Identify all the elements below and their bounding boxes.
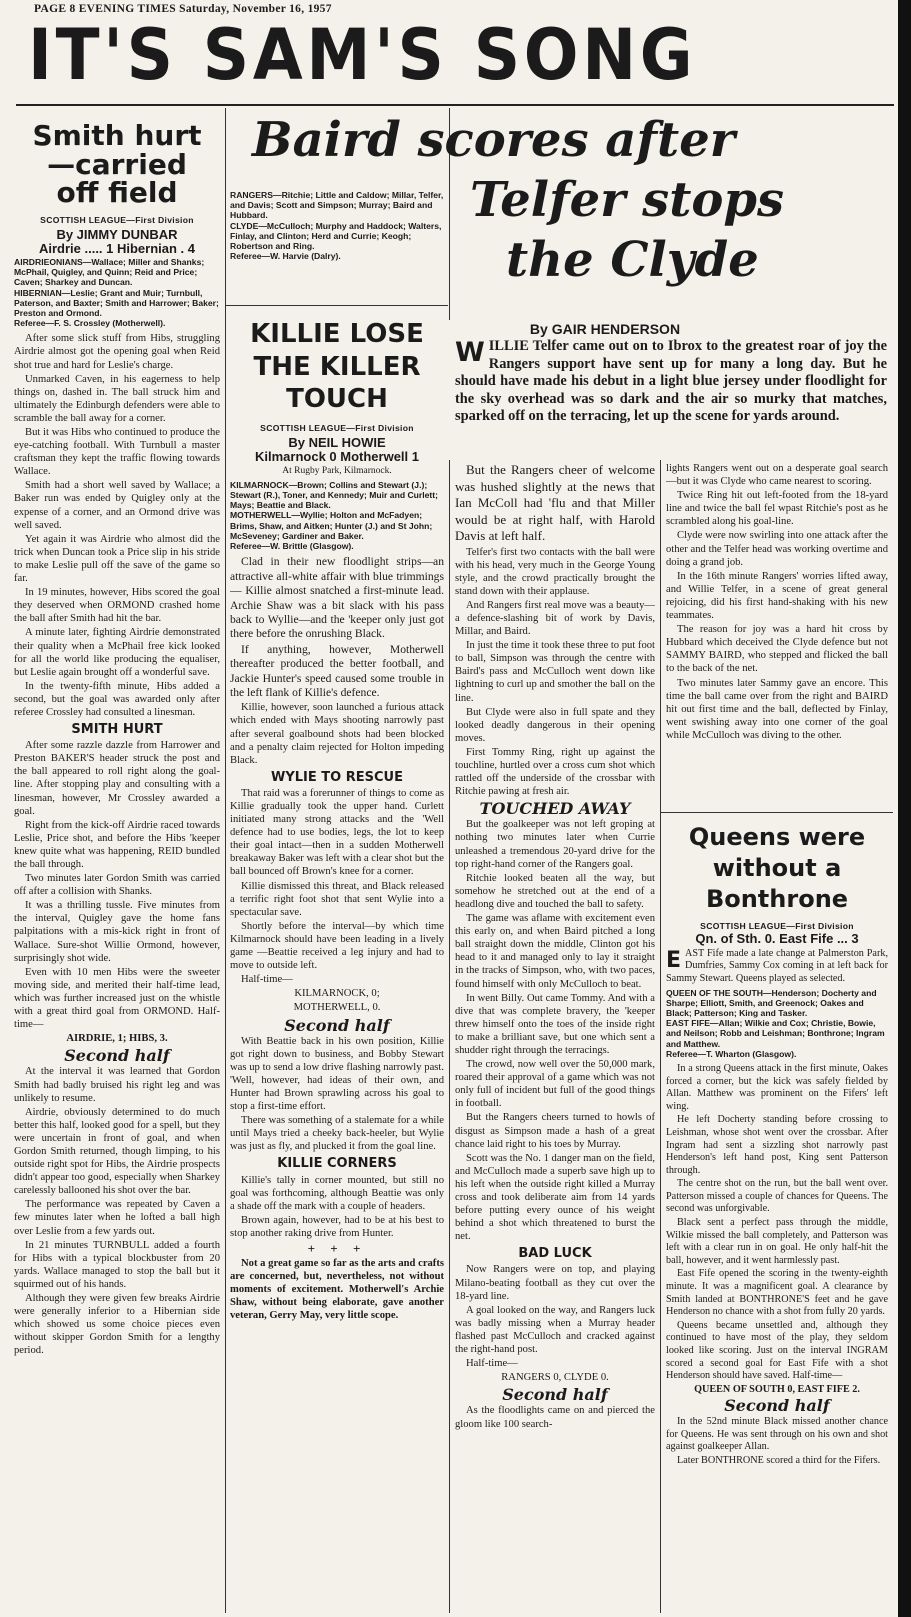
killie-scoreline: Kilmarnock 0 Motherwell 1: [255, 448, 419, 464]
rangers-subheading: BAD LUCK: [518, 1246, 592, 1262]
article-paragraph: Although they were given few breaks Airdrie were generally inferior to a Hibernian side which showed us some choice pieces even without skipper Gordon Smith for a lengthy period.: [14, 1293, 220, 1357]
article-paragraph: Queens became unsettled and, although they continued to have most of the play, they seldom looked like scoring. Just on the interval INGRAM scored a second goal for East Fife with a shot Henderson should have saved. Half-time—: [666, 1319, 888, 1382]
hibs-report: [14, 112, 220, 1612]
article-paragraph: In went Billy. Out came Tommy. And with a dive that was complete bravery, the 'keeper threw himself onto the toes of the inside right to make a brilliant save, but one which sent a shudder right through the terracings.: [455, 992, 655, 1056]
killie-halftime-label: Half-time—: [241, 974, 293, 986]
article-paragraph: Scott was the No. 1 danger man on the field, and McCulloch made a superb save high up to his left when the outside right killed a Murray cross and took deliberate aim from 14 yards before putting every ounce of his weight behind a shot which threatened to burst the net.: [455, 1152, 655, 1243]
referee-line: Referee—F. S. Crossley (Motherwell).: [14, 318, 166, 329]
article-paragraph: But Clyde were also in full spate and they looked deadly dangerous in their opening moves.: [455, 706, 655, 744]
article-paragraph: And Rangers first real move was a beauty—a defence-slashing bit of work by Davis, Millar, and Baird.: [455, 599, 655, 638]
rangers-intro-text: ILLIE Telfer came out on to Ibrox to the greatest roar of joy the Rangers support have sent up for many a long day. But he should have made his debut in a light blue jersey under floodlight for the sky overhead was so dark and the air so murky that matches, sparked off on the terracing, let up the scene for yards around.: [455, 338, 887, 425]
killie-venue: At Rugby Park, Kilmarnock.: [282, 465, 392, 476]
killie-halftime-score: MOTHERWELL, 0.: [293, 1002, 381, 1014]
article-paragraph: Not a great game so far as the arts and crafts are concerned, but, nevertheless, not without moments of excitement. Motherwell's Archie Shaw, without being elaborate, gave another veteran, Gerry May, very little scope.: [230, 1258, 444, 1322]
article-paragraph: Smith had a short well saved by Wallace; a Baker run was ended by Quigley only at the expense of a corner, and an Ormond drive was well saved.: [14, 480, 220, 531]
queens-report: [666, 818, 888, 1613]
article-paragraph: Clyde were now swirling into one attack after the other and the Telfer head was working overtime and doing a grand job.: [666, 530, 888, 568]
referee-line: Referee—T. Wharton (Glasgow).: [666, 1048, 797, 1059]
article-paragraph: In 21 minutes TURNBULL added a fourth for Hibs with a typical blockbuster from 20 yards. Wallace managed to stop the ball but it squirmed out of his hands.: [14, 1239, 220, 1290]
article-paragraph: After some slick stuff from Hibs, struggling Airdrie almost got the opening goal when Reid shot true and hard for Leslie's charge.: [14, 333, 220, 371]
article-paragraph: Killie, however, soon launched a furious attack which ended with Mays shooting narrowly past after several goalbound shots had been blocked and a penalty claim rejected for Holton impeding Black.: [230, 702, 444, 766]
queens-headline-line: Bonthrone: [705, 885, 849, 914]
article-paragraph: In the twenty-fifth minute, Hibs added a second, but the goal was awarded only after referee Crossley had consulted a linesman.: [14, 680, 220, 718]
rangers-headline-line: Baird scores after: [252, 112, 736, 168]
rangers-byline: By GAIR HENDERSON: [529, 321, 681, 337]
article-paragraph: The crowd, now well over the 50,000 mark, roared their approval of a game which was not only full of incident but full of the good things in football.: [455, 1059, 655, 1110]
article-paragraph: There was something of a stalemate for a while until Mays tried a cheeky back-heeler, but Wylie was just as fly, and plucked it from the goal line.: [230, 1115, 444, 1153]
queens-headline-line: Queens were: [688, 823, 866, 851]
killie-headline-line: THE KILLER: [253, 351, 421, 382]
article-paragraph: A goal looked on the way, and Rangers luck was badly missing when a Murray header flashed past McCulloch and cracked against the right-hand post.: [455, 1304, 655, 1356]
killie-league-label: SCOTTISH LEAGUE—First Division: [260, 422, 414, 433]
hibs-byline: By JIMMY DUNBAR: [56, 226, 178, 242]
article-paragraph: Black sent a perfect pass through the middle, Wilkie missed the ball completely, and Patterson was left with a clear run in on goal. He only half-hit the ball, however, and it went harmlessly past.: [666, 1217, 888, 1266]
killie-lineups: [230, 480, 444, 551]
killie-subheading: KILLIE CORNERS: [277, 1156, 397, 1172]
article-paragraph: He left Docherty standing before crossing to Leishman, whose shot went over the crossbar. After Ingram had sent a sizzling shot narrowly past Henderson's left hand post, King sent Patterson through.: [666, 1114, 888, 1176]
hibs-headline-line: —carried: [47, 147, 187, 181]
rangers-headline-line: Telfer stops: [470, 172, 784, 228]
article-paragraph: But the Rangers cheer of welcome was hushed slightly at the news that Ian McColl had 'flu and that Miller would be at right half, with Harold Davis at left half.: [455, 462, 655, 543]
rangers-headline-line: the Clyde: [506, 232, 759, 288]
killie-headline-line: TOUCH: [286, 384, 388, 414]
article-paragraph: With Beattie back in his own position, Killie got right down to business, and Bobby Stewart was up to send a low drive flashing narrowly past. 'Well, however, had ideas of their own, and Hunter had Brown sprawling across his goal to stop a first-time effort.: [230, 1035, 444, 1113]
article-paragraph: First Tommy Ring, right up against the touchline, hurtled over a cross cum shot which rattled off the underside of the crossbar with Ritchie pawing at fresh air.: [455, 746, 655, 798]
article-paragraph: If anything, however, Motherwell thereafter produced the better football, and Jackie Hunter's speed caused some trouble in the left flank of Killie's defence.: [230, 642, 444, 699]
article-paragraph: But the Rangers cheers turned to howls of disgust as Simpson made a hash of a great chance laid right to his toes by Murray.: [455, 1112, 655, 1150]
rangers-dropcap: W: [455, 338, 485, 368]
article-paragraph: But the goalkeeper was not left groping at nothing two minutes later when Currie unleashed a tremendous 20-yard drive for the top right-hand corner of the Rangers goal.: [455, 819, 655, 870]
article-paragraph: The game was aflame with excitement even this early on, and when Baird pitched a long ball straight down the middle, Clinton got his head to it and managed only to lay it straight in the tracks of Simpson, who, with two paces, found himself with only McCulloch to beat.: [455, 913, 655, 990]
team-lineup: HIBERNIAN—Leslie; Grant and Muir; Turnbull, Paterson, and Baxter; Smith and Harrower; Baker; Preston and Ormond.: [14, 287, 219, 318]
team-lineup: RANGERS—Ritchie; Little and Caldow; Millar, Telfer, and Davis; Scott and Simpson; Murray; Baird and Hubbard.: [230, 190, 444, 221]
article-paragraph: Twice Ring hit out left-footed from the 18-yard line and twice the ball fel wpast Ritchie's post as he scrambled along his goal-line.: [666, 490, 888, 528]
article-paragraph: Unmarked Caven, in his eagerness to help things on, dashed in. The ball struck him and ultimately the Edinburgh defenders were able to scramble the ball away for a corner.: [14, 373, 220, 424]
article-paragraph: Now Rangers were on top, and playing Milano-beating football as they cut over the 18-yard line.: [455, 1264, 655, 1302]
article-paragraph: Killie dismissed this threat, and Black released a terrific right foot shot that sent Wylie into a spectacular save.: [230, 880, 444, 918]
column-rule-2b: [449, 460, 450, 1613]
article-paragraph: In the 16th minute Rangers' worries lifted away, and Willie Telfer, in a scene of great general rejoicing, did his first hand-shaking with his new teammates.: [666, 570, 888, 622]
queens-dropcap: E: [666, 947, 682, 973]
killie-byline: By NEIL HOWIE: [288, 434, 386, 450]
article-paragraph: Two minutes later Sammy gave an encore. This time the ball came over from the right and BAIRD hit out first time and the ball, deflected by Finlay, went swishing away into one corner of the goal while McCulloch was diving to the other.: [666, 677, 888, 741]
article-paragraph: In just the time it took these three to put foot to ball, Simpson was through the centre with Baird's pass and McCulloch went down like lightning to curl up and smother the ball on the line.: [455, 640, 655, 704]
article-paragraph: That raid was a forerunner of things to come as Killie gradually took the upper hand. Curlett initiated many strong attacks and the 'Well defence had to use bodies, legs, the lot to keep their goal intact—then in a sudden Motherwell breakaway Baker was left with a clear shot but the ball bounced off Brown's knee for a corner.: [230, 787, 444, 878]
article-paragraph: Even with 10 men Hibs were the sweeter moving side, and merited their half-time lead, which was further increased just on the whistle with a great third goal from ORMOND. Half-time—: [14, 966, 220, 1031]
killie-subheading: WYLIE TO RESCUE: [271, 769, 403, 785]
killie-report: [230, 312, 444, 1612]
article-paragraph: Killie's tally in corner mounted, but still no goal was forthcoming, although Beattie was only a shade off the mark with a couple of headers.: [230, 1174, 444, 1212]
article-paragraph: It was a thrilling tussle. Five minutes from the interval, Quigley gave the home fans palpitations with a mis-kick right in front of Wallace. Sure-shot Willie Ormond, however, surprisingly shot wide.: [14, 900, 220, 964]
article-paragraph: After some razzle dazzle from Harrower and Preston BAKER'S header struck the post and the ball appeared to roll right along the goal-line. After stopping play and consulting with a linesman, however, Mr Crossley awarded a goal.: [14, 740, 220, 817]
hibs-league-label: SCOTTISH LEAGUE—First Division: [40, 214, 194, 225]
killie-headline-line: KILLIE LOSE: [250, 319, 424, 349]
killie-second-half-heading: Second half: [284, 1015, 390, 1035]
article-paragraph: As the floodlights came on and pierced the gloom like 100 search-: [455, 1405, 655, 1430]
article-paragraph: Clad in their new floodlight strips—an attractive all-white affair with blue trimmings — Killie almost snatched a first-minute lead. Archie Shaw was a bit slack with his pass back to Wyllie—and the 'keeper only just got there before the onrushing Black.: [230, 555, 444, 641]
rangers-report: [455, 462, 655, 1612]
queens-headline-line: without a: [712, 854, 842, 883]
referee-line: Referee—W. Brittle (Glasgow).: [230, 541, 354, 552]
team-lineup: AIRDRIEONIANS—Wallace; Miller and Shanks; McPhail, Quigley, and Quinn; Reid and Price; Caven; Sharkey and Duncan.: [14, 256, 205, 288]
hibs-lineups: [14, 257, 220, 328]
article-paragraph: The reason for joy was a hard hit cross by Hubbard which deceived the Clyde defence but not SAMMY BAIRD, who stepped and flicked the ball to the back of the net.: [666, 624, 888, 675]
rangers-second-half-heading: Second half: [502, 1385, 608, 1405]
rangers-halftime-label: Half-time—: [466, 1358, 518, 1370]
column-rule-1: [225, 108, 226, 1613]
referee-line: Referee—W. Harvie (Dalry).: [230, 251, 341, 262]
article-paragraph: Airdrie, obviously determined to do much better this half, looked good for a spell, but they were uncertain in front of goal, and when Gordon Smith returned, though limping, to his outside right spot for Hibs, the Airdrie prospects didn't appear too good, especially when Sharkey carelessly ballooned his shot over the bar.: [14, 1106, 220, 1197]
article-paragraph: Yet again it was Airdrie who almost did the trick when Duncan took a Price slip in his stride to make Leslie pull off the save of the game so far.: [14, 533, 220, 585]
masthead: PAGE 8 EVENING TIMES Saturday, November 16, 1957: [34, 3, 332, 15]
rangers-subheading: TOUCHED AWAY: [479, 799, 631, 819]
team-lineup: EAST FIFE—Allan; Wilkie and Cox; Christie, Bowie, and Neilson; Robb and Leishman; Bonthrone; Ingram and Matthew.: [666, 1018, 885, 1049]
article-paragraph: Shortly before the interval—by which time Kilmarnock should have been leading in a lively game —Beattie received a leg injury and had to move to outside left.: [230, 920, 444, 972]
hibs-halftime-score: AIRDRIE, 1; HIBS, 3.: [66, 1033, 168, 1045]
banner-rule: [16, 104, 894, 106]
queens-halftime-score: QUEEN OF SOUTH 0, EAST FIFE 2.: [694, 1383, 860, 1395]
rangers-report-continued: [666, 462, 888, 817]
killie-halftime-score: KILMARNOCK, 0;: [294, 988, 380, 1000]
page-banner-headline: IT'S SAM'S SONG: [28, 14, 697, 96]
column-rule-3: [660, 460, 661, 1613]
article-paragraph: Two minutes later Gordon Smith was carried off after a collision with Shanks.: [14, 873, 220, 898]
team-lineup: CLYDE—McCulloch; Murphy and Haddock; Walters, Finlay, and Clinton; Herd and Currie; Keogh; Robertson and Ring.: [230, 220, 442, 252]
queens-intro-text: AST Fife made a late change at Palmerston Park, Dumfries, Sammy Cox coming in at left back for Sammy Stewart. Queens played as selected.: [666, 947, 888, 984]
team-lineup: KILMARNOCK—Brown; Collins and Stewart (J.); Stewart (R.), Toner, and Kennedy; Muir and Curlett; Mays; Beattie and Black.: [230, 479, 439, 511]
team-lineup: QUEEN OF THE SOUTH—Henderson; Docherty and Sharpe; Elliott, Smith, and Greenock; Oakes and Black; Patterson; King and Tasker.: [666, 987, 877, 1018]
hibs-headline-line: off field: [56, 176, 178, 210]
article-paragraph: The performance was repeated by Caven a few minutes later when he lofted a ball high over Leslie from a few yards out.: [14, 1199, 220, 1237]
article-paragraph: In 19 minutes, however, Hibs scored the goal they deserved when ORMOND crashed home the ball after Smith had hit the bar.: [14, 587, 220, 625]
queens-second-half-heading: Second half: [724, 1396, 830, 1416]
adjacent-page-edge: [898, 0, 911, 1617]
queens-scoreline: Qn. of Sth. 0. East Fife ... 3: [695, 931, 859, 947]
article-paragraph: Ritchie looked beaten all the way, but somehow he stretched out at the end of a headlong dive and touched the ball to safety.: [455, 872, 655, 910]
article-paragraph: Telfer's first two contacts with the ball were with his head, very much in the George Young style, and the crowd practically brought the stand down with their applause.: [455, 546, 655, 597]
article-paragraph: Brown again, however, had to be at his best to stop another raking drive from Hunter.: [230, 1214, 444, 1239]
article-paragraph: lights Rangers went out on a desperate goal search—but it was Clyde who came nearest to scoring.: [666, 463, 888, 488]
article-paragraph: At the interval it was learned that Gordon Smith had badly bruised his right leg and was unlikely to resume.: [14, 1066, 220, 1104]
rangers-intro: [455, 338, 887, 460]
queens-league-label: SCOTTISH LEAGUE—First Division: [700, 920, 854, 931]
article-paragraph: In the 52nd minute Black missed another chance for Queens. He was sent through on his own and shot against goalkeeper Allan.: [666, 1415, 888, 1453]
hibs-second-half-heading: Second half: [64, 1046, 170, 1066]
article-paragraph: Right from the kick-off Airdrie raced towards Leslie, Price shot, and before the Hibs 'keeper knew quite what was happening, REID bundled the ball through.: [14, 819, 220, 870]
queens-lineups: [666, 988, 888, 1059]
hibs-subheading: SMITH HURT: [71, 722, 163, 738]
team-lineup: MOTHERWELL—Wyllie; Holton and McFadyen; Brims, Shaw, and Aitken; Hunter (J.) and St John; McSeveney; Gardiner and Baker.: [230, 510, 433, 541]
article-paragraph: A minute later, fighting Airdrie demonstrated their quality when a McPhail free kick looked for all the world like producing the equaliser, but Leslie again brought off a wonderful save.: [14, 627, 220, 678]
rangers-lineups: [230, 190, 444, 261]
section-divider: + + +: [307, 1241, 367, 1257]
article-paragraph: Later BONTHRONE scored a third for the Fifers.: [677, 1454, 881, 1466]
hibs-scoreline: Airdrie ..... 1 Hibernian . 4: [38, 240, 196, 256]
hibs-headline-line: Smith hurt: [32, 119, 202, 152]
rangers-halftime-score: RANGERS 0, CLYDE 0.: [501, 1372, 609, 1384]
article-paragraph: East Fife opened the scoring in the twenty-eighth minute. It was a magnificent goal. A clearance by Smith landed at BONTHRONE'S feet and he gave Henderson no chance with a shot from fully 20 yards.: [666, 1268, 888, 1318]
article-paragraph: The centre shot on the run, but the ball went over. Patterson missed a couple of chances for Queens. The second was unforgivable.: [666, 1178, 888, 1215]
article-paragraph: But it was Hibs who continued to produce the eye-catching football. With Turnbull a master craftsman they kept the traffic flowing towards Wallace.: [14, 427, 220, 478]
article-paragraph: In a strong Queens attack in the first minute, Oakes forced a corner, but the kick was safely fielded by Allan. Matthew was prominent on the Fifers' left wing.: [666, 1062, 888, 1112]
